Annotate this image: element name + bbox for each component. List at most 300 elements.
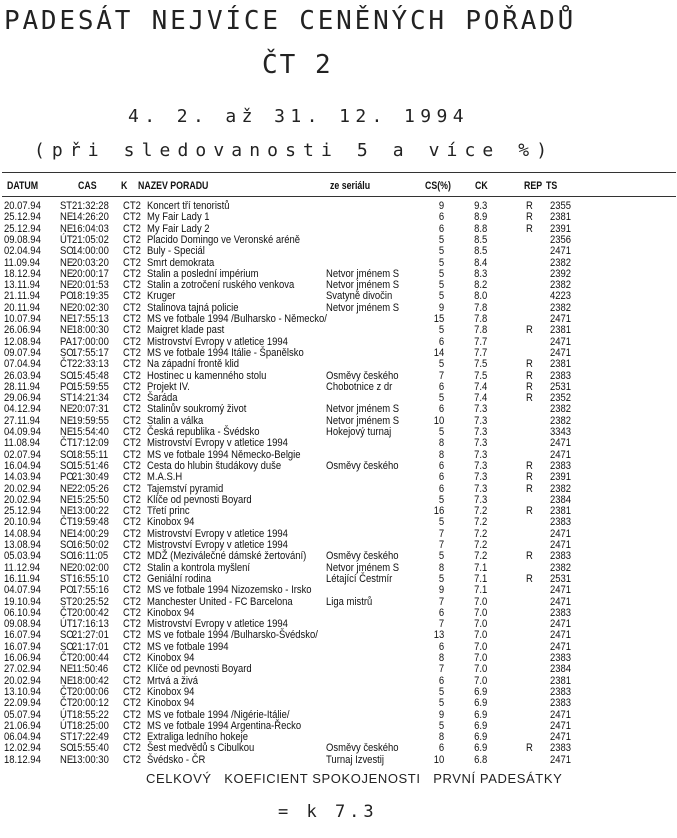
cell-ck: 8.8 [473, 222, 487, 235]
cell-day: ÚT [60, 618, 73, 631]
cell-channel: CT2 [123, 471, 141, 484]
cell-cs: 5 [438, 697, 444, 710]
cell-date: 27.02.94 [4, 663, 41, 676]
cell-serial: Osměvy českého [326, 369, 399, 382]
cell-time: 16:50:02 [72, 539, 109, 551]
cell-title: Placido Domingo ve Veronské aréně [147, 233, 301, 246]
cell-channel: CT2 [123, 629, 141, 642]
cell-channel: CT2 [123, 561, 141, 574]
table-top-rule [2, 172, 676, 173]
cell-day: ČT [60, 697, 73, 710]
cell-title: Stalin a kontrola myšlení [147, 561, 251, 574]
cell-ts: 2382 [550, 403, 572, 416]
cell-serial: Osměvy českého [326, 742, 399, 755]
cell-title: Stalinův soukromý život [147, 403, 247, 416]
cell-ck: 8.5 [473, 233, 487, 246]
cell-ts: 2383 [550, 742, 572, 755]
cell-cs: 6 [438, 482, 444, 495]
cell-ck: 6.9 [473, 731, 487, 744]
cell-ck: 7.0 [473, 663, 487, 676]
cell-date: 20.10.94 [4, 516, 41, 529]
cell-title: Stalin a zotročení ruského venkova [147, 279, 295, 292]
cell-rep: R [526, 550, 533, 563]
cell-title: Cesta do hlubin študákovy duše [147, 459, 282, 472]
cell-day: ST [60, 572, 73, 585]
cell-time: 21:32:28 [72, 200, 109, 212]
cell-ck: 6.9 [473, 708, 487, 721]
cell-ck: 7.3 [473, 403, 487, 416]
cell-channel: CT2 [123, 448, 141, 461]
cell-title: Mistrovství Evropy v atletice 1994 [147, 539, 288, 551]
cell-cs: 9 [438, 200, 444, 212]
cell-day: SO [60, 448, 74, 461]
cell-cs: 9 [438, 301, 444, 314]
cell-title: Manchester United - FC Barcelona [147, 595, 293, 608]
cell-ts: 2471 [550, 708, 572, 721]
cell-channel: CT2 [123, 572, 141, 585]
cell-day: ST [60, 731, 73, 744]
cell-time: 17:55:16 [72, 584, 109, 597]
col-cas: CAS [78, 180, 97, 192]
cell-day: NE [60, 493, 74, 506]
cell-cs: 6 [438, 606, 444, 619]
cell-date: 18.12.94 [4, 753, 41, 766]
cell-channel: CT2 [123, 606, 141, 619]
cell-ts: 2471 [550, 618, 572, 631]
cell-serial: Netvor jménem S [326, 301, 400, 314]
cell-cs: 5 [438, 719, 444, 732]
cell-title: Klíče od pevnosti Boyard [147, 493, 252, 506]
cell-time: 22:33:13 [72, 358, 109, 371]
cell-ts: 2355 [550, 200, 572, 212]
cell-ts: 2531 [550, 572, 572, 585]
cell-ck: 7.4 [473, 380, 487, 393]
cell-date: 21.06.94 [4, 719, 41, 732]
cell-title: Klíče od pevnosti Boyard [147, 663, 252, 676]
cell-channel: CT2 [123, 505, 141, 518]
cell-cs: 6 [438, 403, 444, 416]
cell-time: 15:51:46 [72, 459, 109, 472]
cell-time: 14:26:20 [72, 211, 109, 224]
cell-date: 18.12.94 [4, 267, 41, 280]
cell-title: Kinobox 94 [147, 685, 195, 698]
cell-title: Tajemství pyramid [147, 482, 224, 495]
cell-cs: 6 [438, 211, 444, 224]
cell-day: NE [60, 324, 74, 337]
cell-time: 14:21:34 [72, 392, 109, 405]
cell-day: NE [60, 482, 74, 495]
cell-cs: 6 [438, 471, 444, 484]
cell-ck: 6.8 [473, 753, 487, 766]
cell-ck: 6.9 [473, 685, 487, 698]
cell-serial: Osměvy českého [326, 459, 399, 472]
cell-time: 13:00:22 [72, 505, 109, 518]
cell-date: 16.06.94 [4, 652, 41, 664]
cell-title: Kinobox 94 [147, 606, 195, 619]
cell-date: 27.11.94 [4, 414, 41, 427]
cell-ts: 2471 [550, 335, 572, 348]
col-serial: ze seriálu [330, 180, 371, 192]
cell-day: NE [60, 674, 74, 687]
cell-cs: 5 [438, 493, 444, 506]
cell-channel: CT2 [123, 663, 141, 676]
cell-rep: R [526, 459, 533, 472]
cell-ck: 6.9 [473, 719, 487, 732]
cell-ck: 7.8 [473, 301, 487, 314]
cell-ts: 2471 [550, 539, 572, 551]
cell-ts: 2471 [550, 346, 572, 359]
cell-ts: 2471 [550, 595, 572, 608]
cell-title: Kruger [147, 290, 176, 303]
cell-title: Kinobox 94 [147, 697, 195, 710]
cell-ck: 8.5 [473, 245, 487, 258]
cell-day: NE [60, 527, 74, 540]
cell-title: Mistrovství Evropy v atletice 1994 [147, 527, 288, 540]
cell-day: NE [60, 301, 74, 314]
cell-day: ÚT [60, 708, 73, 721]
cell-date: 25.12.94 [4, 222, 41, 235]
cell-day: SO [60, 539, 74, 551]
cell-title: MS ve fotbale 1994 Nizozemsko - Irsko [147, 584, 312, 597]
cell-serial: Netvor jménem S [326, 279, 400, 292]
cell-ts: 2471 [550, 731, 572, 744]
cell-date: 26.03.94 [4, 369, 41, 382]
cell-cs: 5 [438, 324, 444, 337]
cell-title: M.A.S.H [147, 471, 183, 484]
cell-day: PO [60, 380, 74, 393]
condition-note: (při sledovanosti 5 a více %) [34, 140, 555, 161]
cell-channel: CT2 [123, 200, 141, 212]
cell-title: Mistrovství Evropy v atletice 1994 [147, 618, 288, 631]
cell-ck: 7.0 [473, 595, 487, 608]
cell-date: 09.07.94 [4, 346, 41, 359]
cell-day: NE [60, 256, 74, 269]
cell-time: 19:59:48 [72, 516, 109, 529]
cell-date: 12.08.94 [4, 335, 41, 348]
cell-channel: CT2 [123, 652, 141, 664]
cell-date: 13.11.94 [4, 279, 41, 292]
cell-channel: CT2 [123, 324, 141, 337]
cell-time: 20:00:06 [72, 685, 109, 698]
cell-date: 12.02.94 [4, 742, 41, 755]
cell-day: SO [60, 629, 74, 642]
cell-ck: 9.3 [473, 200, 487, 212]
cell-cs: 6 [438, 222, 444, 235]
cell-date: 14.08.94 [4, 527, 41, 540]
cell-channel: CT2 [123, 595, 141, 608]
cell-ck: 7.5 [473, 369, 487, 382]
cell-time: 13:00:30 [72, 753, 109, 766]
cell-time: 11:50:46 [72, 663, 109, 676]
cell-date: 19.10.94 [4, 595, 41, 608]
cell-ts: 2392 [550, 267, 572, 280]
cell-title: Šaráda [147, 392, 178, 405]
cell-ck: 7.3 [473, 437, 487, 450]
cell-day: SO [60, 550, 74, 563]
cell-time: 18:55:11 [72, 448, 109, 461]
cell-ts: 2383 [550, 550, 572, 563]
channel-name: ČT 2 [262, 50, 333, 80]
cell-serial: Netvor jménem S [326, 403, 400, 416]
cell-cs: 7 [438, 618, 444, 631]
cell-ck: 7.3 [473, 482, 487, 495]
cell-date: 16.11.94 [4, 572, 41, 585]
cell-ts: 2471 [550, 719, 572, 732]
cell-day: NE [60, 505, 74, 518]
cell-cs: 6 [438, 335, 444, 348]
cell-date: 20.02.94 [4, 482, 41, 495]
cell-date: 09.08.94 [4, 618, 41, 631]
cell-date: 06.10.94 [4, 606, 41, 619]
cell-ts: 2382 [550, 279, 572, 292]
cell-date: 04.09.94 [4, 426, 41, 438]
cell-cs: 5 [438, 392, 444, 405]
cell-day: NE [60, 561, 74, 574]
col-ck: CK [475, 180, 488, 192]
cell-cs: 6 [438, 380, 444, 393]
cell-ts: 2471 [550, 437, 572, 450]
cell-channel: CT2 [123, 719, 141, 732]
cell-title: MS ve fotbale 1994 /Nigérie-Itálie/ [147, 708, 290, 721]
cell-channel: CT2 [123, 267, 141, 280]
cell-day: PO [60, 584, 74, 597]
cell-time: 15:59:55 [72, 380, 109, 393]
cell-date: 20.11.94 [4, 301, 41, 314]
cell-cs: 8 [438, 437, 444, 450]
cell-channel: CT2 [123, 584, 141, 597]
cell-date: 13.10.94 [4, 685, 41, 698]
cell-date: 11.12.94 [4, 561, 41, 574]
cell-ts: 2383 [550, 606, 572, 619]
cell-cs: 5 [438, 572, 444, 585]
cell-ts: 2383 [550, 685, 572, 698]
cell-ts: 2531 [550, 380, 572, 393]
cell-ts: 2382 [550, 561, 572, 574]
cell-day: PO [60, 471, 74, 484]
cell-channel: CT2 [123, 313, 141, 325]
cell-ck: 7.5 [473, 358, 487, 371]
cell-cs: 10 [433, 753, 444, 766]
cell-ck: 8.0 [473, 290, 487, 303]
cell-ck: 7.0 [473, 629, 487, 642]
cell-serial: Netvor jménem S [326, 561, 400, 574]
cell-ts: 2383 [550, 459, 572, 472]
col-k: K [121, 180, 128, 192]
cell-ts: 2391 [550, 471, 572, 484]
cell-ts: 2471 [550, 629, 572, 642]
cell-ts: 2471 [550, 640, 572, 653]
cell-cs: 15 [433, 313, 444, 325]
cell-ts: 2471 [550, 245, 572, 258]
cell-ts: 2471 [550, 753, 572, 766]
cell-channel: CT2 [123, 335, 141, 348]
cell-serial: Netvor jménem S [326, 414, 400, 427]
cell-time: 14:00:29 [72, 527, 109, 540]
cell-date: 16.07.94 [4, 629, 41, 642]
cell-ck: 7.4 [473, 392, 487, 405]
cell-title: Šest medvědů s Cibulkou [147, 742, 255, 755]
cell-channel: CT2 [123, 731, 141, 744]
cell-day: NE [60, 211, 74, 224]
cell-title: MS ve fotbale 1994 /Bulharsko-Švédsko/ [147, 629, 318, 642]
cell-ts: 2383 [550, 697, 572, 710]
cell-day: ČT [60, 437, 73, 450]
cell-ck: 8.9 [473, 211, 487, 224]
cell-cs: 7 [438, 663, 444, 676]
summary-label: CELKOVÝ KOEFICIENT SPOKOJENOSTI PRVNÍ PADESÁTKY [146, 771, 563, 786]
cell-channel: CT2 [123, 380, 141, 393]
cell-ck: 7.2 [473, 539, 487, 551]
cell-ts: 2381 [550, 674, 572, 687]
cell-time: 20:01:53 [72, 279, 109, 292]
cell-time: 16:04:03 [72, 222, 109, 235]
cell-day: ÚT [60, 719, 73, 732]
cell-ck: 7.0 [473, 652, 487, 664]
cell-ts: 2384 [550, 493, 572, 506]
cell-ck: 7.3 [473, 426, 487, 438]
cell-title: MS ve fotbale 1994 Argentina-Řecko [147, 719, 302, 732]
cell-cs: 5 [438, 245, 444, 258]
cell-title: Koncert tří tenoristů [147, 200, 230, 212]
cell-date: 16.04.94 [4, 459, 41, 472]
cell-ts: 3343 [550, 426, 572, 438]
cell-ts: 2391 [550, 222, 572, 235]
cell-ts: 2383 [550, 369, 572, 382]
cell-date: 20.02.94 [4, 674, 41, 687]
cell-time: 19:59:55 [72, 414, 109, 427]
cell-date: 10.07.94 [4, 313, 41, 325]
cell-title: Mistrovství Evropy v atletice 1994 [147, 335, 288, 348]
cell-ts: 2383 [550, 652, 572, 664]
col-cs: CS(%) [425, 180, 451, 192]
cell-title: Geniální rodina [147, 572, 212, 585]
cell-time: 20:07:31 [72, 403, 109, 416]
cell-channel: CT2 [123, 256, 141, 269]
cell-time: 17:12:09 [72, 437, 109, 450]
cell-time: 20:00:17 [72, 267, 109, 280]
cell-day: NE [60, 403, 74, 416]
cell-channel: CT2 [123, 753, 141, 766]
cell-cs: 8 [438, 448, 444, 461]
cell-channel: CT2 [123, 245, 141, 258]
cell-title: Kinobox 94 [147, 652, 195, 664]
cell-channel: CT2 [123, 290, 141, 303]
cell-time: 14:00:00 [72, 245, 109, 258]
cell-date: 20.02.94 [4, 493, 41, 506]
cell-channel: CT2 [123, 482, 141, 495]
cell-ts: 2471 [550, 313, 572, 325]
cell-date: 26.06.94 [4, 324, 41, 337]
cell-time: 15:45:48 [72, 369, 109, 382]
cell-time: 17:16:13 [72, 618, 109, 631]
cell-channel: CT2 [123, 516, 141, 529]
cell-cs: 9 [438, 708, 444, 721]
cell-day: ST [60, 595, 73, 608]
cell-time: 17:00:00 [72, 335, 109, 348]
cell-cs: 5 [438, 279, 444, 292]
cell-title: Stalin a poslední impérium [147, 267, 259, 280]
col-nazev: NAZEV PORADU [138, 180, 209, 192]
cell-serial: Liga mistrů [326, 595, 373, 608]
cell-ck: 7.2 [473, 550, 487, 563]
cell-title: MS ve fotbale 1994 Německo-Belgie [147, 448, 301, 461]
cell-ck: 6.9 [473, 697, 487, 710]
cell-title: Stalinova tajná policie [147, 301, 239, 314]
cell-title: MS ve fotbale 1994 Itálie - Španělsko [147, 346, 304, 359]
cell-title: Kinobox 94 [147, 516, 195, 529]
cell-date: 05.03.94 [4, 550, 41, 563]
cell-serial: Turnaj Izvestij [326, 753, 385, 766]
cell-date: 05.07.94 [4, 708, 41, 721]
cell-title: Mistrovství Evropy v atletice 1994 [147, 437, 288, 450]
cell-serial: Létající Čestmír [326, 572, 393, 585]
cell-channel: CT2 [123, 233, 141, 246]
cell-rep: R [526, 369, 533, 382]
cell-cs: 6 [438, 459, 444, 472]
cell-ck: 7.8 [473, 324, 487, 337]
cell-date: 25.12.94 [4, 505, 41, 518]
cell-date: 11.08.94 [4, 437, 41, 450]
cell-ts: 2382 [550, 482, 572, 495]
cell-date: 16.07.94 [4, 640, 41, 653]
cell-time: 20:00:12 [72, 697, 109, 710]
cell-channel: CT2 [123, 685, 141, 698]
cell-channel: CT2 [123, 697, 141, 710]
cell-day: SO [60, 369, 74, 382]
cell-time: 18:25:00 [72, 719, 109, 732]
cell-ts: 2381 [550, 324, 572, 337]
cell-cs: 6 [438, 640, 444, 653]
cell-rep: R [526, 200, 533, 212]
cell-serial: Svatyně divočin [326, 290, 393, 303]
cell-title: Projekt IV. [147, 380, 190, 393]
cell-channel: CT2 [123, 346, 141, 359]
cell-title: Česká republika - Švédsko [147, 426, 260, 438]
document-title: PADESÁT NEJVÍCE CENĚNÝCH POŘADŮ [4, 6, 577, 36]
cell-ts: 2352 [550, 392, 572, 405]
cell-title: Stalin a válka [147, 414, 204, 427]
cell-cs: 9 [438, 584, 444, 597]
cell-ts: 2471 [550, 584, 572, 597]
cell-serial: Hokejový turnaj [326, 426, 392, 438]
cell-ck: 7.0 [473, 618, 487, 631]
cell-channel: CT2 [123, 618, 141, 631]
cell-serial: Netvor jménem S [326, 267, 400, 280]
cell-title: MS ve fotbale 1994 [147, 640, 229, 653]
cell-day: NE [60, 267, 74, 280]
cell-cs: 7 [438, 595, 444, 608]
cell-cs: 8 [438, 731, 444, 744]
cell-date: 20.07.94 [4, 200, 41, 212]
cell-ck: 7.3 [473, 448, 487, 461]
cell-ck: 7.1 [473, 572, 487, 585]
cell-cs: 16 [433, 505, 444, 518]
cell-day: SO [60, 459, 74, 472]
cell-title: Extraliga ledního hokeje [147, 731, 248, 744]
cell-ts: 2384 [550, 663, 572, 676]
cell-date: 06.04.94 [4, 731, 41, 744]
cell-rep: R [526, 324, 533, 337]
cell-ts: 2381 [550, 211, 572, 224]
cell-rep: R [526, 471, 533, 484]
cell-day: SO [60, 742, 74, 755]
cell-time: 18:19:35 [72, 290, 109, 303]
table-header-rule [2, 196, 676, 197]
cell-date: 04.12.94 [4, 403, 41, 416]
cell-serial: Osměvy českého [326, 550, 399, 563]
cell-ts: 2471 [550, 448, 572, 461]
cell-channel: CT2 [123, 539, 141, 551]
